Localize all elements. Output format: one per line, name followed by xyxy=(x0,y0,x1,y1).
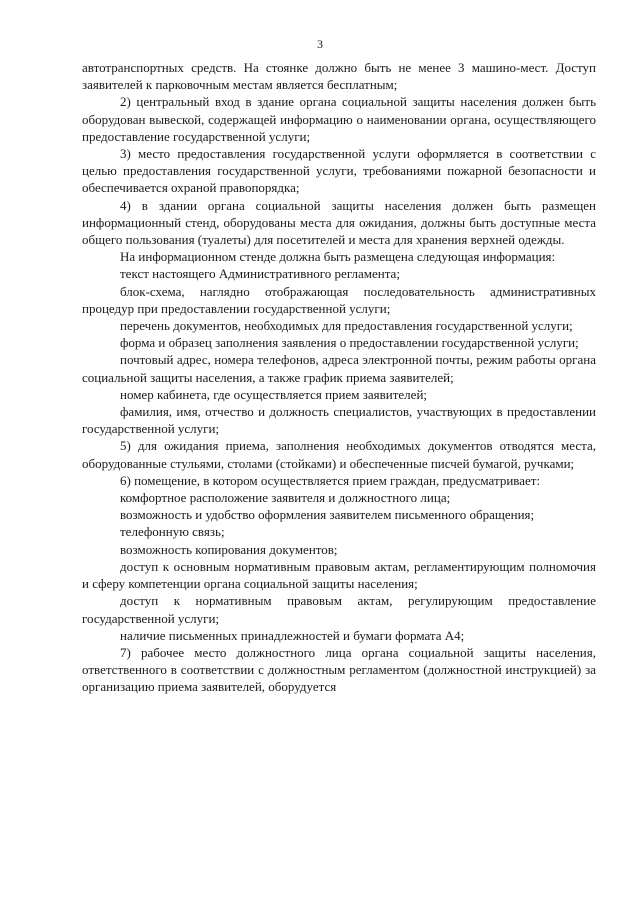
paragraph: почтовый адрес, номера телефонов, адреса электронной почты, режим работы органа социальной защиты населения, а также график приема заявителей; xyxy=(82,352,596,385)
paragraph: 7) рабочее место должностного лица органа социальной защиты населения, ответственного в соответствии с должностным регламентом (должностной инструкцией) за организацию приема заявителей, оборудуется xyxy=(82,644,596,695)
paragraph: возможность и удобство оформления заявителем письменного обращения; xyxy=(120,507,535,523)
paragraph: 2) центральный вход в здание органа социальной защиты населения должен быть оборудован вывеской, содержащей информацию о наименовании органа, осуществляющего предоставление государственной услуги; xyxy=(82,94,596,144)
paragraph: перечень документов, необходимых для предоставления государственной услуги; xyxy=(120,318,573,334)
page-number: 3 xyxy=(317,37,323,51)
paragraph: блок-схема, наглядно отображающая последовательность административных процедур при предоставлении государственной услуги; xyxy=(82,283,596,316)
paragraph: 6) помещение, в котором осуществляется прием граждан, предусматривает: xyxy=(120,472,541,488)
paragraph: фамилия, имя, отчество и должность специалистов, участвующих в предоставлении государственной услуги; xyxy=(82,404,596,437)
paragraph: возможность копирования документов; xyxy=(120,541,338,557)
paragraph: наличие письменных принадлежностей и бумаги формата А4; xyxy=(120,627,465,643)
paragraph: телефонную связь; xyxy=(120,524,225,540)
document-body xyxy=(82,59,596,696)
paragraph: текст настоящего Административного регламента; xyxy=(120,266,400,282)
paragraph: комфортное расположение заявителя и должностного лица; xyxy=(120,490,451,506)
paragraph: доступ к нормативным правовым актам, регулирующим предоставление государственной услуги; xyxy=(82,593,596,626)
paragraph: На информационном стенде должна быть размещена следующая информация: xyxy=(120,249,556,265)
paragraph: форма и образец заполнения заявления о предоставлении государственной услуги; xyxy=(120,335,579,351)
paragraph: автотранспортных средств. На стоянке должно быть не менее 3 машино-мест. Доступ заявителей к парковочным местам является бесплатным; xyxy=(82,60,596,93)
paragraph: 4) в здании органа социальной защиты населения должен быть размещен информационный стенд, оборудованы места для ожидания, должны быть доступные места общего пользования (туалеты) для посетителей и места для хранения верхней одежды. xyxy=(82,197,596,248)
paragraph: 5) для ожидания приема, заполнения необходимых документов отводятся места, оборудованные стульями, столами (стойками) и обеспеченные писчей бумагой, ручками; xyxy=(82,438,596,471)
paragraph: доступ к основным нормативным правовым актам, регламентирующим полномочия и сферу компетенции органа социальной защиты населения; xyxy=(82,558,596,592)
paragraph: номер кабинета, где осуществляется прием заявителей; xyxy=(120,386,428,402)
paragraph: 3) место предоставления государственной услуги оформляется в соответствии с целью предоставления государственной услуги, требованиями пожарной безопасности и обеспечивается охраной правопорядка; xyxy=(82,146,596,196)
